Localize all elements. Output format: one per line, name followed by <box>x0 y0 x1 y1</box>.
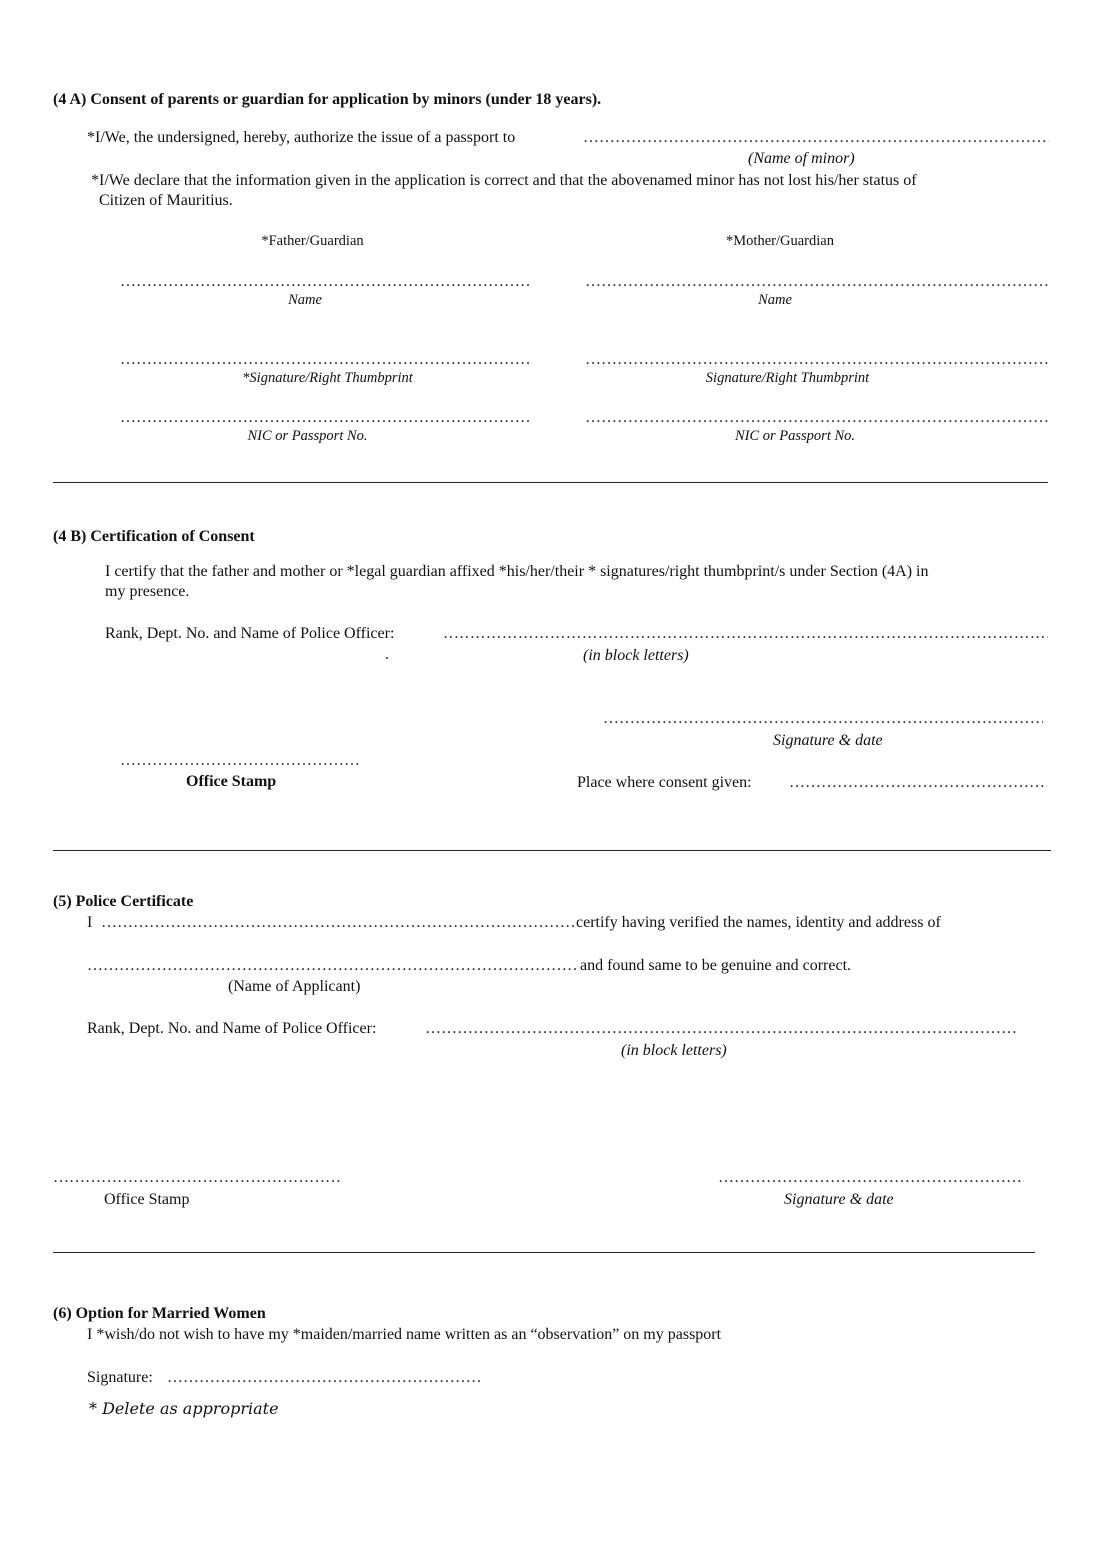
divider <box>53 1252 1035 1253</box>
section-4b-heading: (4 B) Certification of Consent <box>53 528 255 545</box>
rank-label: Rank, Dept. No. and Name of Police Officer: <box>87 1020 377 1037</box>
signature-date-caption: Signature & date <box>784 1191 894 1208</box>
rank-label: Rank, Dept. No. and Name of Police Officer: <box>105 625 395 642</box>
officer-name-field[interactable] <box>101 915 576 931</box>
certify-verified-text: certify having verified the names, identity and address of <box>576 914 941 931</box>
place-label: Place where consent given: <box>577 774 752 791</box>
office-stamp-label: Office Stamp <box>186 773 277 790</box>
mother-guardian-heading: *Mother/Guardian <box>726 233 834 249</box>
divider <box>53 850 1051 851</box>
signature-label: Signature: <box>87 1369 153 1386</box>
father-nic-caption: NIC or Passport No. <box>247 428 368 444</box>
mother-signature-caption: Signature/Right Thumbprint <box>705 370 870 386</box>
father-guardian-heading: *Father/Guardian <box>261 233 364 249</box>
declare-text-line1: *I/We declare that the information given in the application is correct and that the abovenamed minor has not lost his/her status of <box>91 172 917 189</box>
father-name-field[interactable] <box>120 274 530 290</box>
office-stamp-field[interactable] <box>53 1170 341 1186</box>
father-signature-caption: *Signature/Right Thumbprint <box>242 370 413 386</box>
father-signature-field[interactable] <box>120 352 530 368</box>
police-officer-field[interactable] <box>425 1021 1017 1037</box>
father-name-caption: Name <box>288 292 322 308</box>
block-letters-caption: (in block letters) <box>583 647 689 664</box>
declare-text-line2: Citizen of Mauritius. <box>99 192 233 209</box>
office-stamp-label: Office Stamp <box>104 1191 190 1208</box>
name-of-applicant-caption: (Name of Applicant) <box>228 978 361 995</box>
i-prefix: I <box>87 914 93 931</box>
signature-date-field[interactable] <box>718 1170 1024 1186</box>
delete-note: * Delete as appropriate <box>89 1399 279 1418</box>
mother-nic-caption: NIC or Passport No. <box>734 428 856 444</box>
mother-nic-field[interactable] <box>585 410 1048 426</box>
police-officer-field[interactable] <box>443 626 1048 642</box>
certify-text-line1: I certify that the father and mother or *legal guardian affixed *his/her/their * signatures/right thumbprint/s under Section (4A) in <box>105 563 929 580</box>
name-of-minor-caption: (Name of minor) <box>748 150 855 167</box>
block-letters-caption: (in block letters) <box>621 1042 727 1059</box>
certify-text-line2: my presence. <box>105 583 190 600</box>
section-5-heading: (5) Police Certificate <box>53 893 194 910</box>
stray-dot: . <box>385 646 389 663</box>
signature-date-field[interactable] <box>603 711 1043 727</box>
signature-field[interactable] <box>167 1370 481 1386</box>
signature-date-caption: Signature & date <box>773 732 883 749</box>
mother-name-field[interactable] <box>585 274 1048 290</box>
divider <box>53 482 1048 483</box>
found-genuine-text: and found same to be genuine and correct. <box>580 957 852 974</box>
applicant-name-field[interactable] <box>87 958 577 974</box>
mother-name-caption: Name <box>758 292 792 308</box>
minor-name-field[interactable] <box>583 130 1049 146</box>
office-stamp-field[interactable] <box>120 753 360 769</box>
place-field[interactable] <box>789 775 1047 791</box>
section-4a-heading: (4 A) Consent of parents or guardian for application by minors (under 18 years). <box>53 91 602 108</box>
section-6-heading: (6) Option for Married Women <box>53 1305 266 1322</box>
option-text: I *wish/do not wish to have my *maiden/married name written as an “observation” on my passport <box>87 1326 722 1343</box>
authorize-text: *I/We, the undersigned, hereby, authorize the issue of a passport to <box>87 129 516 146</box>
father-nic-field[interactable] <box>120 410 530 426</box>
mother-signature-field[interactable] <box>585 352 1048 368</box>
